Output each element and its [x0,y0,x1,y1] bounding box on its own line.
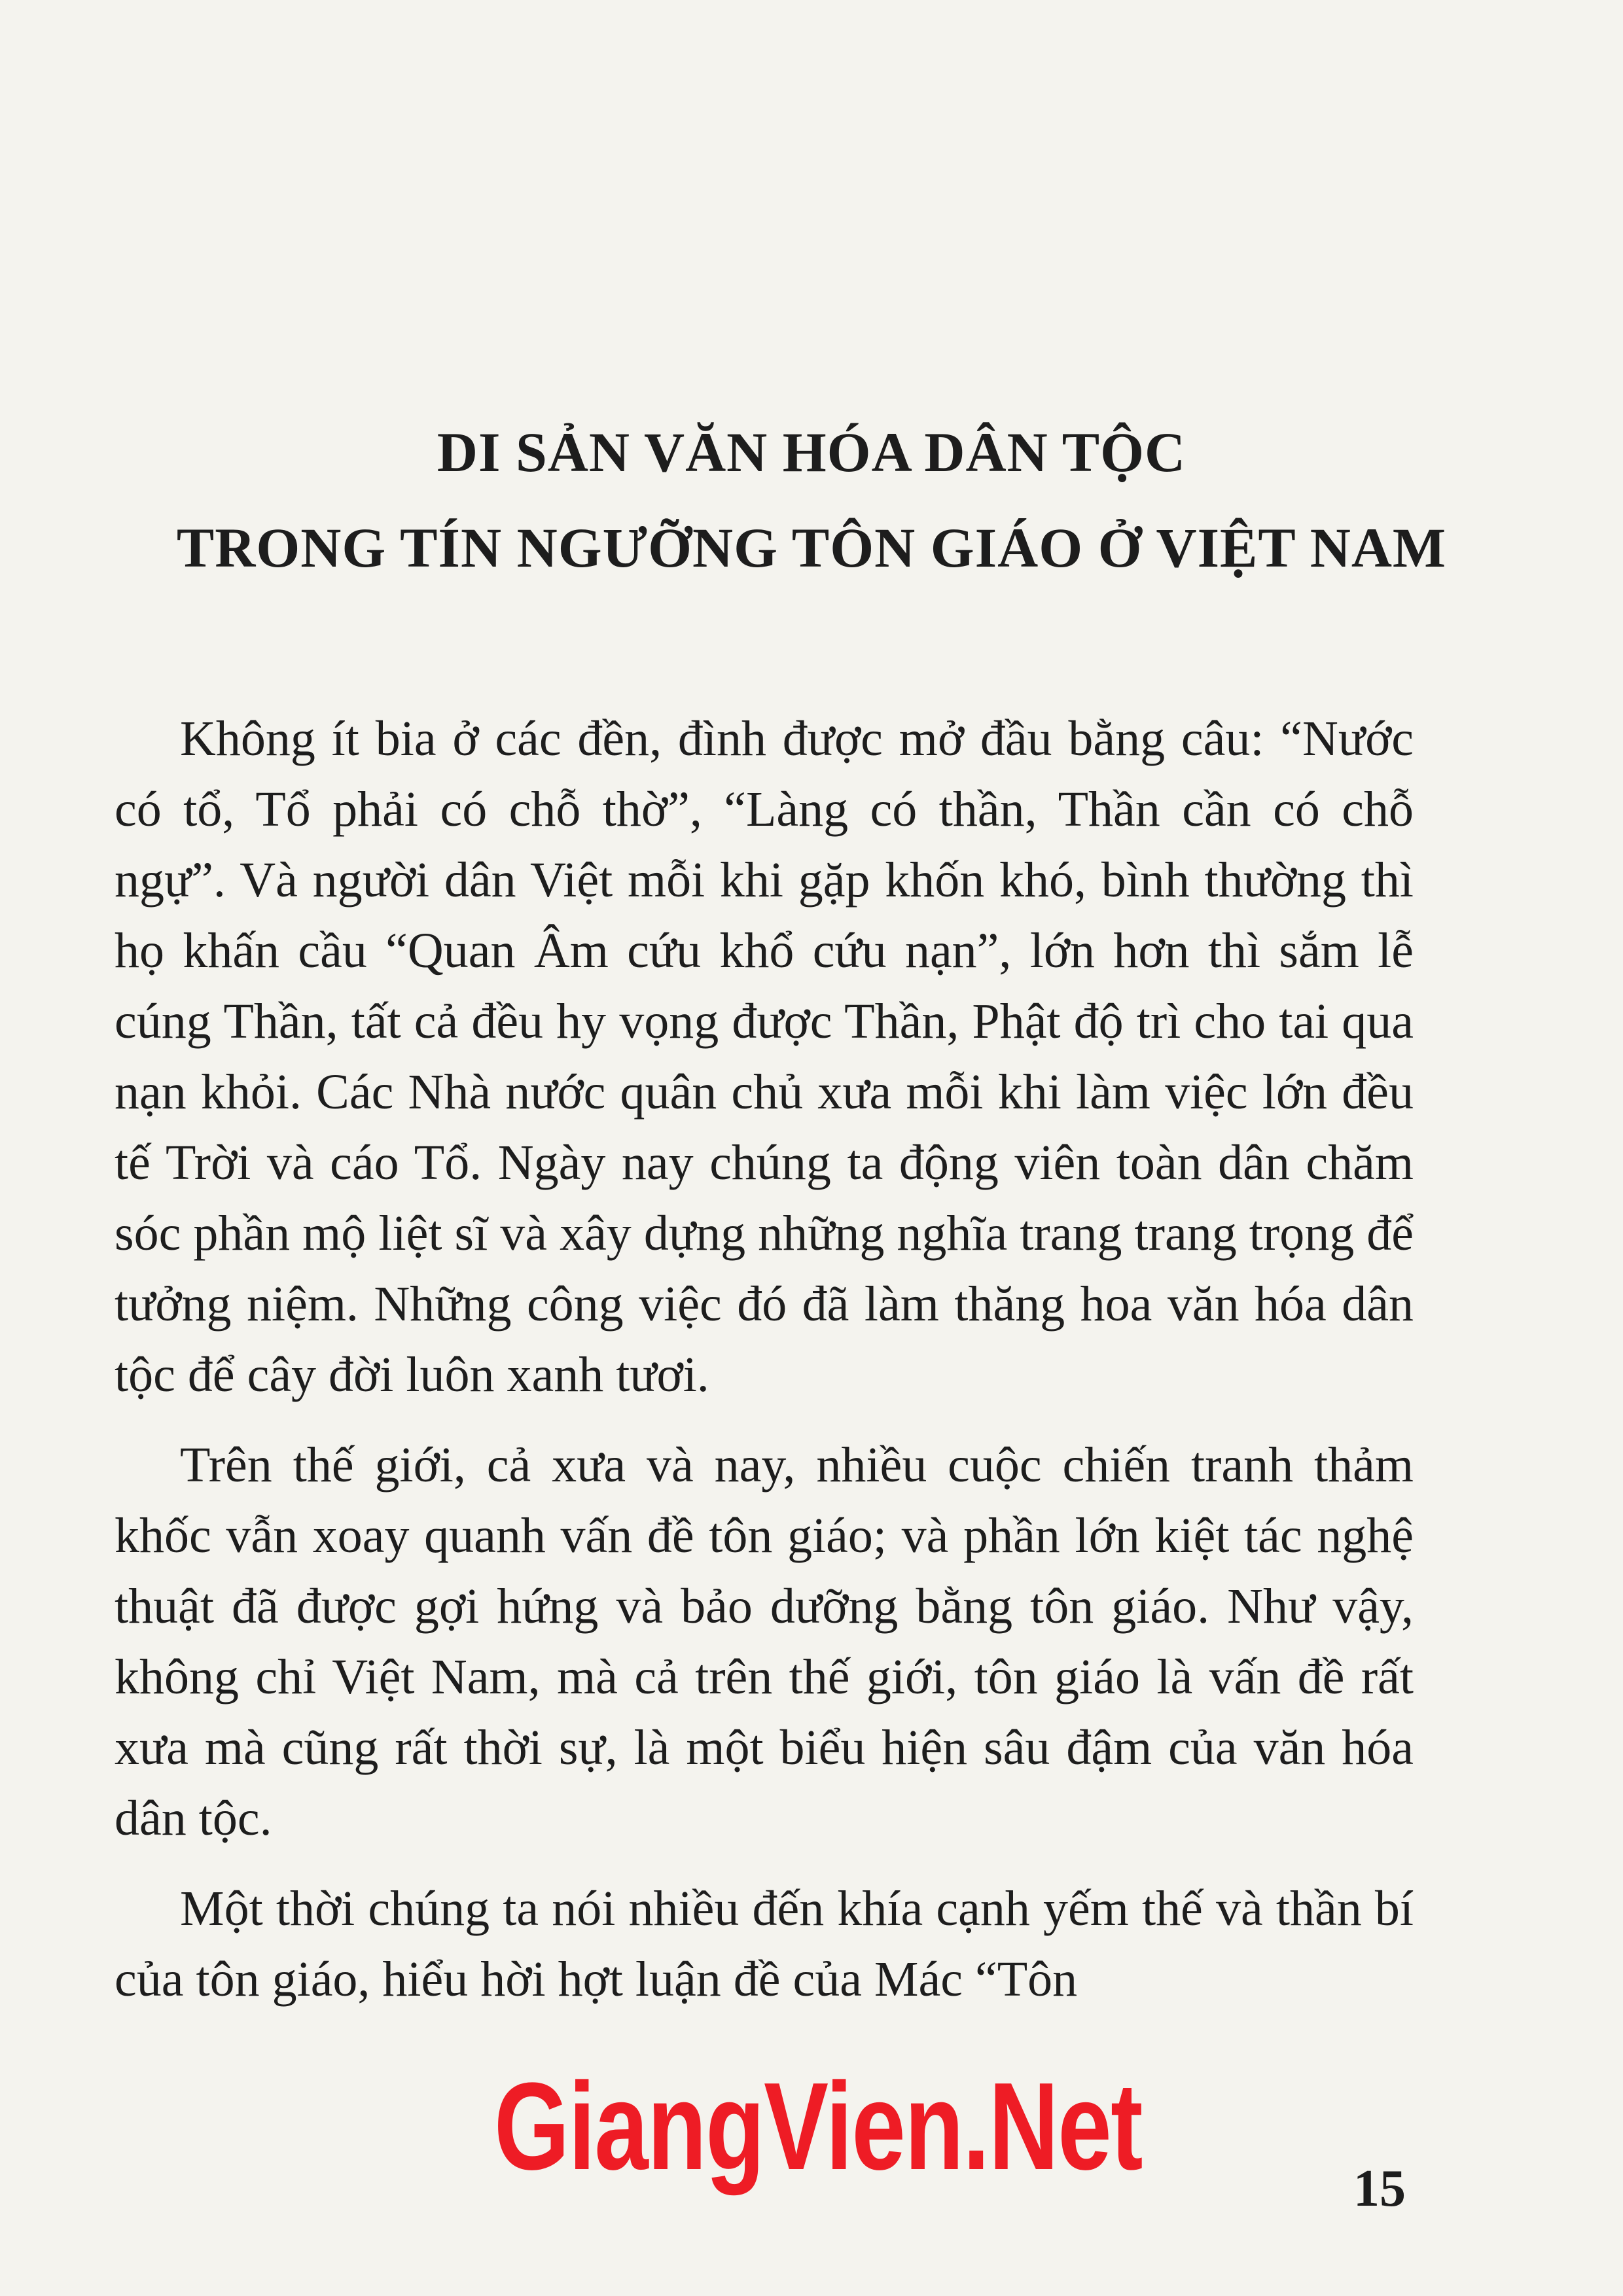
paragraph-3: Một thời chúng ta nói nhiều đến khía cạnh yếm thế và thần bí của tôn giáo, hiểu hời hợt luận đề của Mác “Tôn [115,1881,1414,2007]
paragraph-2: Trên thế giới, cả xưa và nay, nhiều cuộc chiến tranh thảm khốc vẫn xoay quanh vấn đề tôn giáo; và phần lớn kiệt tác nghệ thuật đã được gợi hứng và bảo dưỡng bằng tôn giáo. Như vậy, không chỉ Việt Nam, mà cả trên thế giới, tôn giáo là vấn đề rất xưa mà cũng rất thời sự, là một biểu hiện sâu đậm của văn hóa dân tộc. [115,1438,1414,1846]
chapter-title-line-1: DI SẢN VĂN HÓA DÂN TỘC [437,421,1186,484]
paragraph-1: Không ít bia ở các đền, đình được mở đầu bằng câu: “Nước có tổ, Tổ phải có chỗ thờ”, “Làng có thần, Thần cần có chỗ ngự”. Và người dân Việt mỗi khi gặp khốn khó, bình thường thì họ khấn cầu “Quan Âm cứu khổ cứu nạn”, lớn hơn thì sắm lễ cúng Thần, tất cả đều hy vọng được Thần, Phật độ trì cho tai qua nạn khỏi. Các Nhà nước quân chủ xưa mỗi khi làm việc lớn đều tế Trời và cáo Tổ. Ngày nay chúng ta động viên toàn dân chăm sóc phần mộ liệt sĩ và xây dựng những nghĩa trang trang trọng để tưởng niệm. Những công việc đó đã làm thăng hoa văn hóa dân tộc để cây đời luôn xanh tươi. [115,711,1414,1402]
chapter-title-line-2: TRONG TÍN NGƯỠNG TÔN GIÁO Ở VIỆT NAM [176,516,1447,579]
page-number: 15 [1353,2160,1406,2217]
watermark-logo: GiangVien.Net [494,2057,1142,2196]
body-text [115,703,1414,2034]
